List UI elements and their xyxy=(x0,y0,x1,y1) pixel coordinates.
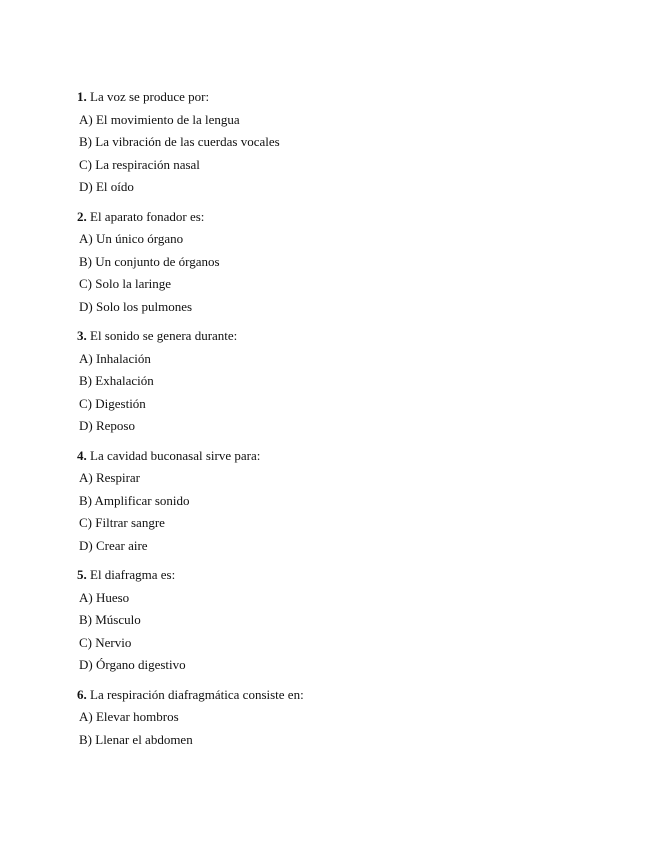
question-prompt: El sonido se genera durante: xyxy=(90,328,238,343)
answer-option: D) Órgano digestivo xyxy=(79,657,186,672)
answer-option: C) Solo la laringe xyxy=(79,276,172,291)
answer-option: A) Respirar xyxy=(79,470,141,485)
answer-option: A) Elevar hombros xyxy=(79,709,179,724)
answer-option: C) La respiración nasal xyxy=(79,156,200,172)
question-text xyxy=(77,686,617,703)
answer-option: C) Nervio xyxy=(79,634,132,650)
answer-option: A) Hueso xyxy=(79,589,130,605)
answer-option: C) Digestión xyxy=(79,395,146,411)
answer-option: C) Filtrar sangre xyxy=(79,515,165,530)
answer-option: D) El oído xyxy=(79,179,134,194)
question-prompt: El diafragma es: xyxy=(90,567,176,582)
answer-option: B) Llenar el abdomen xyxy=(79,731,193,747)
answer-option: B) Músculo xyxy=(79,612,141,627)
answer-option: A) El movimiento de la lengua xyxy=(79,111,240,127)
question-prompt: La voz se produce por: xyxy=(90,89,210,104)
question-number: 4. xyxy=(77,447,87,463)
question-prompt: La cavidad buconasal sirve para: xyxy=(90,447,261,463)
answer-option: D) Reposo xyxy=(79,418,135,433)
question-number: 1. xyxy=(77,89,87,104)
question-text xyxy=(77,447,617,464)
answer-option: B) Un conjunto de órganos xyxy=(79,253,220,269)
question-number: 3. xyxy=(77,328,87,343)
quiz-document xyxy=(77,88,617,760)
question-2 xyxy=(77,208,617,315)
question-number: 2. xyxy=(77,208,87,224)
answer-option: D) Crear aire xyxy=(79,537,148,553)
answer-option: A) Inhalación xyxy=(79,350,151,366)
question-text xyxy=(77,566,617,583)
answer-option: B) La vibración de las cuerdas vocales xyxy=(79,134,280,149)
question-3 xyxy=(77,327,617,434)
question-text xyxy=(77,88,617,105)
question-text xyxy=(77,327,617,344)
answer-option: B) Exhalación xyxy=(79,373,154,388)
answer-option: B) Amplificar sonido xyxy=(79,492,190,508)
question-prompt: La respiración diafragmática consiste en: xyxy=(90,686,304,702)
question-4 xyxy=(77,447,617,554)
question-text xyxy=(77,208,617,225)
question-6 xyxy=(77,686,617,748)
question-number: 5. xyxy=(77,567,87,582)
question-number: 6. xyxy=(77,686,87,702)
question-prompt: El aparato fonador es: xyxy=(90,208,205,224)
question-5 xyxy=(77,566,617,673)
answer-option: A) Un único órgano xyxy=(79,231,184,246)
question-1 xyxy=(77,88,617,195)
answer-option: D) Solo los pulmones xyxy=(79,298,193,314)
